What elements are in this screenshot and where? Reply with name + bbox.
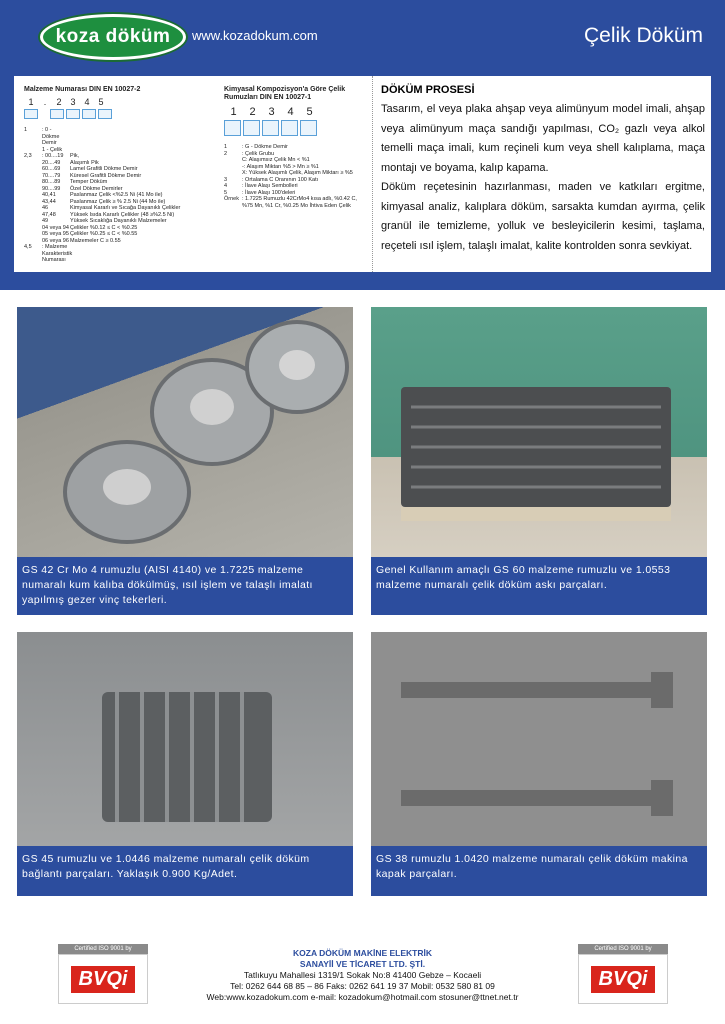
table-cell: Yüksek Sıcaklığa Dayanıklı Malzemeler — [70, 218, 167, 224]
iso-label: Certified ISO 9001 by — [578, 944, 668, 954]
table-cell: : G - Dökme Demir — [242, 144, 288, 150]
standard2-title: Kimyasal Kompozisyon'a Göre Çelik Rumuzları DIN EN 10027-1 — [224, 86, 346, 101]
digit: 5 — [98, 97, 104, 107]
table-cell: Pik, — [70, 153, 80, 159]
bvqi-logo — [578, 954, 668, 1004]
table-cell: Çelikler %0.25 ≤ C < %0.55 — [70, 231, 138, 237]
table-cell: Örnek — [224, 196, 239, 202]
table-cell: 04 veya 94 — [42, 224, 69, 231]
table-cell: Özel Dökme Demirler — [70, 185, 123, 192]
digit-box — [50, 109, 64, 119]
table-cell: 40,41 — [42, 192, 56, 198]
cover-parts-image — [371, 632, 707, 846]
table-cell: 43,44 — [42, 198, 56, 205]
table-cell: : İlave Alaşı 100'deleri — [242, 189, 296, 196]
digit-box — [300, 120, 317, 136]
digit: 5 — [306, 106, 313, 118]
caption-crane-wheels: GS 42 Cr Mo 4 rumuzlu (AISI 4140) ve 1.7225 malzeme numaralı kum kalıba dökülmüş, ısıl işlem ve talaşlı imalatı yapılmış gezer vinç tekerleri. — [17, 557, 353, 615]
process-paragraph-2: Döküm reçetesinin hazırlanması, maden ve katkıları ergitme, kimyasal analiz, kalıplara döküm, sarsakta kumdan ayırma, çelik granül ile temizleme, yolluk ve besleyicilerin kesimi, taşlama, reçeteli ısıl işlem, talaşlı imalat, kalite kontrolden sonra sevkiyat. — [381, 181, 705, 252]
standard2-boxes — [224, 120, 364, 136]
caption-cover-parts: GS 38 rumuzlu 1.0420 malzeme numaralı çelik döküm makina kapak parçaları. — [371, 846, 707, 896]
digit: 3 — [70, 97, 76, 107]
table-cell: 46 — [42, 205, 49, 211]
table-cell: 80....89 — [42, 179, 61, 185]
table-cell: : 1.7225 Rumuzlu 42CrMo4 kısa adlı, %0.42 C, %75 Mn, %1 Cr, %0.25 Mo İhtiva Eden Çelik — [242, 196, 357, 209]
digit: 4 — [287, 106, 294, 118]
logo-text: koza döküm — [55, 26, 171, 47]
iso-label: Certified ISO 9001 by — [58, 944, 148, 954]
digit-box — [262, 120, 279, 136]
digit-box — [224, 120, 241, 136]
table-cell: 2,3 — [24, 153, 32, 159]
table-cell: 49 — [42, 218, 49, 224]
digit-box — [24, 109, 38, 119]
table-cell: Alaşımlı Pik — [70, 159, 99, 166]
info-panel — [14, 76, 711, 272]
table-cell: 5 — [224, 189, 228, 196]
digit: . — [43, 97, 47, 107]
table-cell: X: Yüksek Alaşımlı Çelik, Alaşım Miktarı ≥ %5 — [242, 170, 353, 176]
digit: 1 — [230, 106, 237, 118]
standard2-digits — [224, 106, 364, 118]
product-photo-connection-parts — [17, 632, 353, 846]
digit-box — [66, 109, 80, 119]
table-cell: C: Alaşımsız Çelik Mn < %1 — [242, 157, 310, 163]
process-title: DÖKÜM PROSESİ — [381, 84, 475, 96]
header-band — [0, 0, 725, 290]
table-cell: Lamel Grafitli Dökme Demir — [70, 166, 138, 172]
chemical-composition-standard — [224, 86, 364, 209]
phone-numbers: Tel: 0262 644 68 85 – 86 Faks: 0262 641 19 37 Mobil: 0532 580 81 09 — [230, 981, 495, 991]
iso-certificate-right — [578, 944, 668, 1010]
standard2-table — [224, 144, 364, 209]
table-cell: -: Alaşım Miktarı %5 > Mn ≥ %1 — [242, 163, 319, 170]
table-cell — [70, 244, 214, 264]
standard1-title: Malzeme Numarası DIN EN 10027-2 — [24, 86, 141, 93]
web-email[interactable]: Web:www.kozadokum.com e-mail: kozadokum@hotmail.com stosuner@ttnet.net.tr — [206, 992, 519, 1002]
connection-parts-image — [17, 632, 353, 846]
table-cell: 2 — [224, 150, 228, 157]
bvqi-logo — [58, 954, 148, 1004]
table-cell: : 00....19 — [42, 153, 64, 159]
product-photo-hanger-parts — [371, 307, 707, 557]
product-photo-crane-wheels — [17, 307, 353, 557]
digit-box — [243, 120, 260, 136]
digit: 2 — [249, 106, 256, 118]
standard1-table — [24, 127, 214, 264]
material-number-standard — [24, 86, 214, 264]
table-cell: 1 — [224, 144, 228, 150]
table-cell: 4,5 — [24, 244, 32, 250]
digit-box — [281, 120, 298, 136]
table-cell: 1 - Çelik — [42, 146, 63, 153]
table-cell: 47,48 — [42, 211, 56, 218]
table-cell: Paslanmaz Çelik <%2.5 Ni (41 Mo ile) — [70, 192, 163, 198]
table-cell: 60....69 — [42, 166, 61, 172]
digit: 2 — [56, 97, 62, 107]
bvqi-text: BVQi — [591, 966, 656, 993]
process-paragraph-1: Tasarım, el veya plaka ahşap veya alimünyum model imali, ahşap veya alimünyum maça sandığı yapılması, CO₂ gazlı veya alkol temelli maça imali, kum reçineli kum veya shell kalıplama, maça montajı ve boyama, kalıp kapama. — [381, 103, 705, 174]
table-cell: Temper Döküm — [70, 179, 108, 185]
caption-connection-parts: GS 45 rumuzlu ve 1.0446 malzeme numaralı çelik döküm bağlantı parçaları. Yaklaşık 0.900 Kg/Adet. — [17, 846, 353, 896]
table-cell: : Malzeme Karakteristik Numarası — [42, 244, 73, 263]
table-cell: Kimyasal Kararlı ve Sıcağa Dayanıklı Çelikler — [70, 205, 181, 211]
table-cell: 90....99 — [42, 185, 61, 192]
digit-box — [82, 109, 96, 119]
table-cell: Yüksek Isıda Kararlı Çelikler (48 ≥%2.5 Ni) — [70, 211, 175, 218]
dot-spacer — [40, 109, 48, 119]
table-cell: 06 veya 96 — [42, 237, 69, 244]
product-photo-cover-parts — [371, 632, 707, 846]
company-address — [190, 948, 535, 1003]
page-title: Çelik Döküm — [583, 24, 703, 47]
table-cell: Çelikler %0.12 ≤ C < %0.25 — [70, 224, 138, 231]
digit-box — [98, 109, 112, 119]
hanger-parts-image — [371, 307, 707, 557]
standard1-digits — [24, 97, 214, 107]
company-logo[interactable] — [40, 14, 186, 60]
bvqi-text: BVQi — [71, 966, 136, 993]
table-row — [24, 244, 214, 264]
company-name-2: SANAYİİ VE TİCARET LTD. ŞTİ. — [299, 959, 426, 969]
table-cell: Malzemeler C ≥ 0.55 — [70, 237, 121, 244]
table-row — [24, 127, 214, 147]
crane-wheels-image — [17, 307, 353, 557]
table-cell: 4 — [224, 183, 228, 189]
table-cell: 70....79 — [42, 172, 61, 179]
table-cell: 1 — [24, 127, 28, 133]
digit: 4 — [84, 97, 90, 107]
table-cell: : Ortalama C Oranının 100 Katı — [242, 176, 319, 183]
iso-certificate-left — [58, 944, 148, 1010]
table-cell: : İlave Alaşı Sembolleri — [242, 183, 298, 189]
table-cell: 05 veya 95 — [42, 231, 69, 237]
table-cell: : 0 - Dökme Demir — [42, 127, 60, 146]
table-cell: Paslanmaz Çelik ≥ % 2.5 Ni (44 Mo ile) — [70, 198, 166, 205]
caption-hanger-parts: Genel Kullanım amaçlı GS 60 malzeme rumuzlu ve 1.0553 malzeme numaralı çelik döküm askı parçaları. — [371, 557, 707, 615]
table-cell: 3 — [224, 176, 228, 183]
website-link[interactable]: www.kozadokum.com — [192, 28, 318, 43]
street-address: Tatlıkuyu Mahallesi 1319/1 Sokak No:8 41400 Gebze – Kocaeli — [243, 970, 482, 980]
table-cell: : Çelik Grubu — [242, 150, 275, 157]
digit: 3 — [268, 106, 275, 118]
standard1-boxes — [24, 109, 214, 119]
company-name-1: KOZA DÖKÜM MAKİNE ELEKTRİK — [293, 948, 432, 958]
casting-process — [372, 76, 711, 272]
table-cell — [70, 127, 214, 147]
table-cell: 20....49 — [42, 159, 61, 166]
table-cell: Küresel Grafitli Dökme Demir — [70, 172, 142, 179]
table-row — [224, 196, 364, 209]
digit: 1 — [28, 97, 34, 107]
